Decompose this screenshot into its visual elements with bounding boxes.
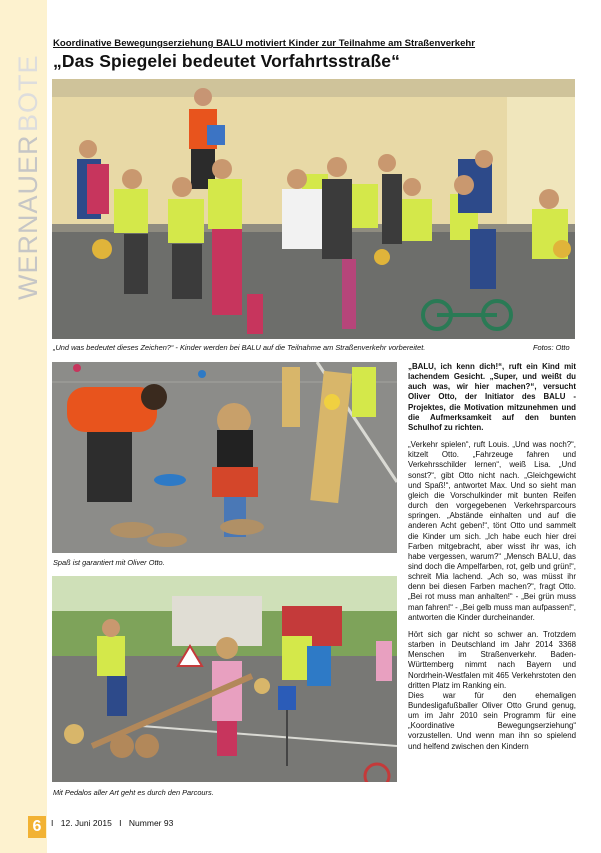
photo-main: [52, 79, 575, 339]
masthead: [0, 0, 47, 853]
photo-middle-illustration: [52, 362, 397, 553]
article-kicker: Koordinative Bewegungserziehung BALU motiviert Kinder zur Teilnahme am Straßenverkehr: [53, 38, 476, 49]
photo-main-credit: Fotos: Otto: [533, 343, 570, 352]
masthead-name: WERNAUER: [13, 134, 43, 300]
article-lead: „BALU, ich kenn dich!“, ruft ein Kind mit lachendem Gesicht. „Super, und weißt du auch was, wir hier machen?“, versucht Oliver Otto, der Initiator des BALU - Projektes, die Motivation mitzunehmen und die Aufmerksamkeit auf den bunten Schulhof zu richten.: [408, 362, 576, 432]
photo-bottom-illustration: [52, 576, 397, 782]
page-number: 6: [28, 816, 46, 838]
article-paragraph: Hört sich gar nicht so schwer an. Trotzdem starben in Deutschland im Jahr 2014 3368 Menschen im Straßenverkehr. Baden-Württemberg nimmt nach Bayern und Nordrhein-Westfalen mit 465 Verkehrstoten den dritten Platz im Ranking ein.: [408, 629, 576, 690]
footer-issue: Nummer 93: [128, 818, 174, 828]
photo-middle: [52, 362, 397, 553]
photo-middle-caption: Spaß ist garantiert mit Oliver Otto.: [53, 558, 165, 567]
photo-bottom: [52, 576, 397, 782]
footer-separator: I: [119, 818, 122, 828]
photo-bottom-caption: Mit Pedalos aller Art geht es durch den Parcours.: [53, 788, 214, 797]
article-paragraph: Dies war für den ehemaligen Bundesligafußballer Oliver Otto Grund genug, um im Jahr 2010 sein Programm für eine „Koordinative Bewegungserziehung“ vorzustellen. Und wenn man ihn so spielend und helfend zwischen den Kindern: [408, 690, 576, 751]
article-paragraph: „Verkehr spielen“, ruft Louis. „Und was noch?“, kitzelt Otto. „Fahrzeuge fahren und Verkehrsschilder lernen“, weiß Lisa. „Und sonst?“, gibt Otto nicht nach. „Gleichgewicht und Spaß!“, antwortet Max. Und so sieht man gleich die Vorschulkinder mit bunten Reifen durch den vorgegebenen Verkehrsparcours springen. „Abstände einhalten und auf die anderen Acht geben!“, tönt Otto und sammelt die Kinder um sich. „Ich habe euch hier drei Farben mitgebracht, aber wisst ihr was, ich habe vergessen, warum?“ „Mensch BALU, das sind doch die Ampelfarben, rot, gelb und grün!“, schreit Mia lachend. „Ach so, was müsst ihr denn bei diesen Farben machen?“, fragt Otto. „Bei rot muss man anhalten!“ - „Bei grün muss man fahren!“ - „Bei gelb muss man aufpassen!“, antworten die Kinder durcheinander.: [408, 440, 576, 622]
footer-date: 12. Juni 2015: [60, 818, 112, 828]
photo-main-caption: „Und was bedeutet dieses Zeichen?“ - Kinder werden bei BALU auf die Teilnahme am Straßenverkehr vorbereitet.: [53, 343, 426, 352]
masthead-suffix: BOTE: [13, 54, 43, 132]
article-text: [408, 362, 576, 752]
page-footer: [51, 818, 178, 828]
photo-main-illustration: [52, 79, 575, 339]
article-headline: „Das Spiegelei bedeutet Vorfahrtsstraße“: [53, 51, 400, 71]
footer-separator: I: [51, 818, 54, 828]
